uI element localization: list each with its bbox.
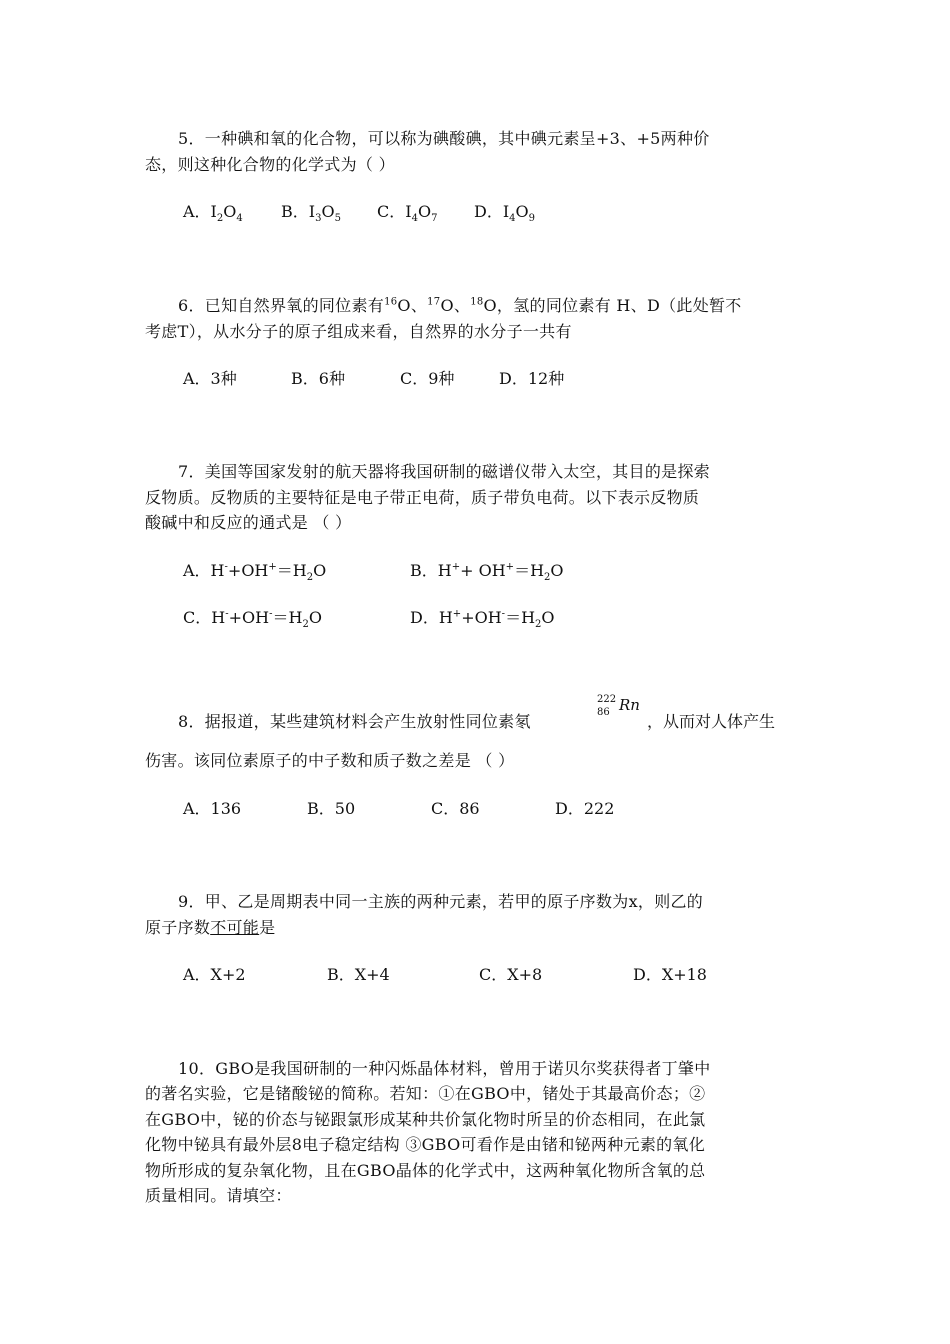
q7-line1: 7．美国等国家发射的航天器将我国研制的磁谱仪带入太空，其目的是探索 <box>178 462 711 481</box>
q10-line4: 化物中铋具有最外层8电子稳定结构 ③GBO可看作是由锗和铋两种元素的氧化 <box>145 1135 706 1154</box>
q6-line1: 6．已知自然界氧的同位素有$^{16}$O、$^{17}$O、$^{18}$O，氢的同位素有 H、D（此处暂不 <box>178 296 742 315</box>
q6-option-a: A．3种 <box>183 369 237 388</box>
q6-line2: 考虑T），从水分子的原子组成来看，自然界的水分子一共有 <box>145 322 572 341</box>
q7-option-d: D．$H^++OH^-=H_2O$ <box>410 608 555 631</box>
q5-line1: 5．一种碘和氧的化合物，可以称为碘酸碘，其中碘元素呈+3、+5两种价 <box>178 129 710 148</box>
q7-line3: 酸碱中和反应的通式是 （ ） <box>145 513 352 532</box>
q8-option-a: A．136 <box>183 799 242 818</box>
q7-option-b: B．$H^++ OH^+=H_2O$ <box>410 561 564 584</box>
q5-option-d: D．$I_4O_9$ <box>474 202 536 225</box>
q9-line2: 原子序数不可能是 <box>145 918 276 937</box>
rn-atomic-number: 86 <box>597 707 610 718</box>
emphasis-underline: 不可能 <box>210 918 260 937</box>
q7-line2: 反物质。反物质的主要特征是电子带正电荷，质子带负电荷。以下表示反物质 <box>145 488 700 507</box>
q5-option-a: A．$I_2O_4$ <box>183 202 243 225</box>
q10-line2: 的著名实验，它是锗酸铋的简称。若知：①在GBO中，锗处于其最高价态；② <box>145 1084 706 1103</box>
q10-line6: 质量相同。请填空： <box>145 1186 292 1205</box>
q9-option-b: B．X+4 <box>327 965 390 984</box>
q5-option-b: B．$I_3O_5$ <box>281 202 341 225</box>
q10-line3: 在GBO中，铋的价态与铋跟氯形成某种共价氯化物时所呈的价态相同，在此氯 <box>145 1110 706 1129</box>
q10-line5: 物所形成的复杂氧化物，且在GBO晶体的化学式中，这两种氧化物所含氧的总 <box>145 1161 706 1180</box>
q8-line1-end: ，从而对人体产生 <box>647 712 776 731</box>
q6-option-b: B．6种 <box>291 369 345 388</box>
q9-line1: 9．甲、乙是周期表中同一主族的两种元素，若甲的原子序数为x，则乙的 <box>178 892 704 911</box>
q5-option-c: C．$I_4O_7$ <box>377 202 438 225</box>
q9-option-a: A．X+2 <box>183 965 246 984</box>
rn-symbol: Rn <box>619 696 640 714</box>
q7-option-c: C．$H^-+OH^-=H_2O$ <box>183 608 322 631</box>
q8-option-b: B．50 <box>307 799 356 818</box>
q8-option-d: D．222 <box>555 799 615 818</box>
q10-line1: 10．GBO是我国研制的一种闪烁晶体材料，曾用于诺贝尔奖获得者丁肇中 <box>178 1059 711 1078</box>
q7-option-a: A．$H^-+OH^+=H_2O$ <box>183 561 327 584</box>
q6-option-d: D．12种 <box>499 369 565 388</box>
q5-line2: 态，则这种化合物的化学式为（ ） <box>145 155 395 174</box>
rn-mass-number: 222 <box>597 694 617 705</box>
q9-option-d: D．X+18 <box>633 965 707 984</box>
q9-option-c: C．X+8 <box>479 965 543 984</box>
q8-option-c: C．86 <box>431 799 480 818</box>
q8-line1-start: 8．据报道，某些建筑材料会产生放射性同位素氡 <box>178 712 531 731</box>
q6-option-c: C．9种 <box>400 369 455 388</box>
q8-line2: 伤害。该同位素原子的中子数和质子数之差是 （ ） <box>145 751 515 770</box>
